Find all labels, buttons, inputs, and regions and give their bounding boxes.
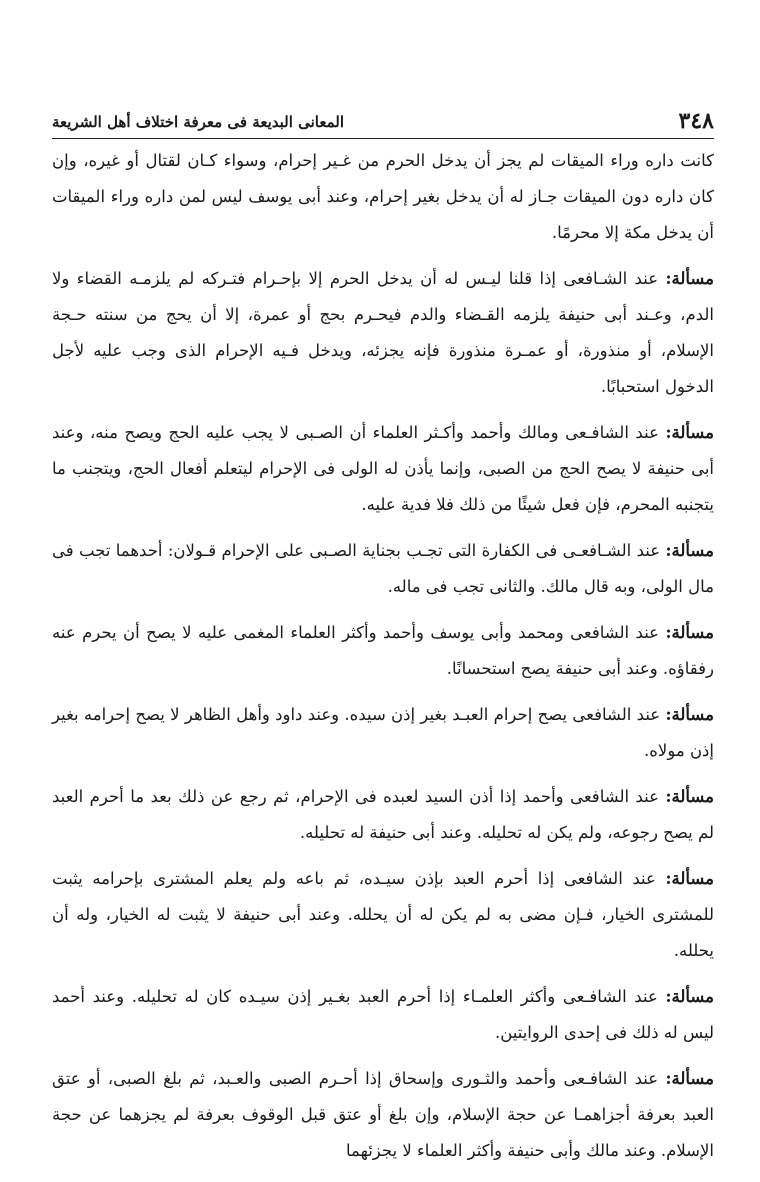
paragraph-label: مسألة: bbox=[665, 541, 714, 560]
paragraph-label: مسألة: bbox=[665, 269, 714, 288]
paragraph-text: عند الشافـعى وأحمد والثـورى وإسحاق إذا أحـرم الصبى والعـبد، ثم بلغ الصبى، أو عتق العبد بعرفة أجزاهمـا عن حجة الإسلام، وإن بلغ أو عتق قبل الوقوف بعرفة لم يجزهما عن حجة الإسلام. وعند مالك وأبى حنيفة وأكثر العلماء لا يجزئهما bbox=[52, 1069, 714, 1160]
paragraph-text: عند الشافعى يصح إحرام العبـد بغير إذن سيده. وعند داود وأهل الظاهر لا يصح إحرامه بغير إذن مولاه. bbox=[52, 705, 714, 760]
paragraph-text: عند الشافعى ومحمد وأبى يوسف وأحمد وأكثر العلماء المغمى عليه لا يصح أن يحرم عنه رفقاؤه. وعند أبى حنيفة يصح استحسانًا. bbox=[52, 623, 714, 678]
paragraph bbox=[52, 979, 714, 1051]
paragraph-text: كانت داره وراء الميقات لم يجز أن يدخل الحرم من غـير إحرام، وسواء كـان لقتال أو غيره، وإن كان داره دون الميقات جـاز له أن يدخل بغير إحرام، وعند أبى يوسف ليس لمن داره وراء الميقات أن يدخل مكة إلا محرمًا. bbox=[52, 151, 714, 242]
header-rule bbox=[52, 138, 714, 139]
paragraph-text: عند الشـافعـى فى الكفارة التى تجـب بجناية الصـبى على الإحرام قـولان: أحدهما تجب فى مال الولى، وبه قال مالك. والثانى تجب فى ماله. bbox=[52, 541, 714, 596]
paragraph bbox=[52, 697, 714, 769]
paragraph bbox=[52, 861, 714, 969]
paragraph-text: عند الشـافعى إذا قلنا ليـس له أن يدخل الحرم إلا بإحـرام فتـركه لم يلزمـه القضاء ولا الدم، وعـند أبى حنيفة يلزمه القـضاء والدم فيحـرم بحج أو عمرة، إلا أن يحج من سنته حـجة الإسلام، أو منذورة، أو عمـرة منذورة فإنه يجزئه، ويدخل فـيه الإحرام الذى وجب عليه لأجل الدخول استحبابًا. bbox=[52, 269, 714, 396]
paragraph bbox=[52, 533, 714, 605]
paragraph-text: عند الشافعى وأحمد إذا أذن السيد لعبده فى الإحرام، ثم رجع عن ذلك بعد ما أحرم العبد لم يصح رجوعه، ولم يكن له تحليله. وعند أبى حنيفة له تحليله. bbox=[52, 787, 714, 842]
paragraph bbox=[52, 261, 714, 405]
running-title: المعانى البديعة فى معرفة اختلاف أهل الشريعة bbox=[52, 113, 345, 131]
paragraph-label: مسألة: bbox=[665, 623, 714, 642]
paragraph-label: مسألة: bbox=[665, 869, 714, 888]
paragraph bbox=[52, 615, 714, 687]
page-number: ٣٤٨ bbox=[678, 108, 714, 134]
paragraph-label: مسألة: bbox=[665, 423, 714, 442]
paragraph-text: عند الشافـعى وأكثر العلمـاء إذا أحرم العبد بغـير إذن سيـده كان له تحليله. وعند أحمد ليس له ذلك فى إحدى الروايتين. bbox=[52, 987, 714, 1042]
paragraph-label: مسألة: bbox=[665, 705, 714, 724]
paragraph bbox=[52, 779, 714, 851]
paragraph-label: مسألة: bbox=[665, 1069, 714, 1088]
paragraph-label: مسألة: bbox=[665, 987, 714, 1006]
paragraph bbox=[52, 415, 714, 523]
paragraph bbox=[52, 1061, 714, 1169]
body-text bbox=[52, 143, 714, 1179]
page-header bbox=[52, 106, 714, 136]
paragraph-label: مسألة: bbox=[665, 787, 714, 806]
paragraph bbox=[52, 143, 714, 251]
paragraph-text: عند الشافـعى ومالك وأحمد وأكـثر العلماء أن الصـبى لا يجب عليه الحج ويصح منه، وعند أبى حنيفة لا يصح الحج من الصبى، وإنما يأذن له الولى فى الإحرام ليتعلم أفعال الحج، ويتجنب ما يتجنبه المحرم، فإن فعل شيئًا من ذلك فلا فدية عليه. bbox=[52, 423, 714, 514]
paragraph-text: عند الشافعى إذا أحرم العبد بإذن سيـده، ثم باعه ولم يعلم المشترى بإحرامه يثبت للمشترى الخيار، فـإن مضى به لم يكن له أن يحلله. وعند أبى حنيفة لا يثبت له الخيار، وله أن يحلله. bbox=[52, 869, 714, 960]
